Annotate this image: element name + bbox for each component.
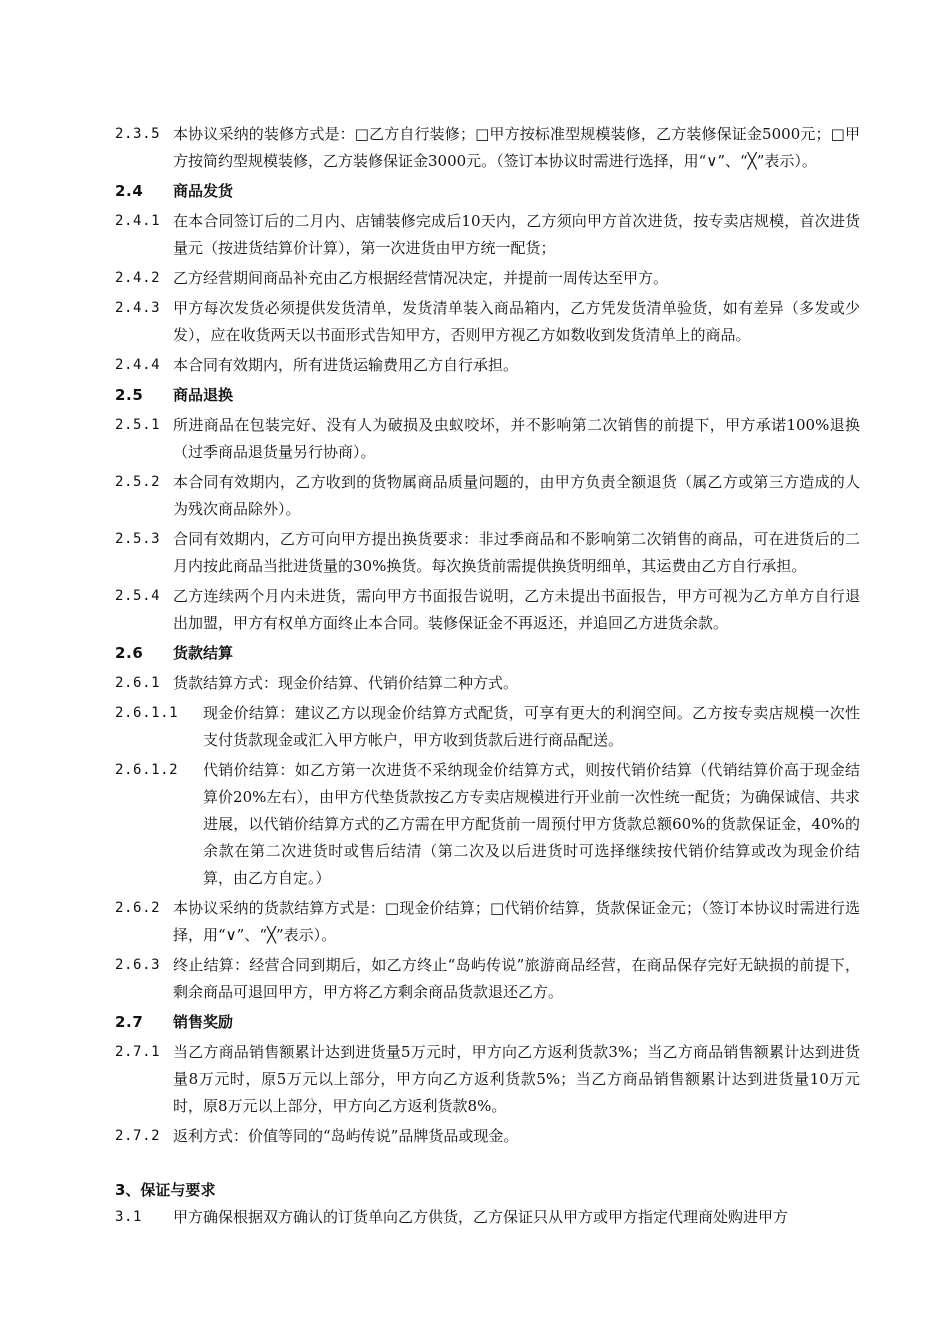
clause-item xyxy=(115,757,860,892)
clause-number: 2.5.1 xyxy=(115,417,161,433)
clause-number: 2.4.1 xyxy=(115,213,161,229)
clause-text: 所进商品在包装完好、没有人为破损及虫蚁咬坏，并不影响第二次销售的前提下，甲方承诺100%退换（过季商品退货量另行协商）。 xyxy=(173,416,860,461)
heading-text: 商品退换 xyxy=(173,386,234,404)
clause-text: 本协议采纳的货款结算方式是：□现金价结算；□代销价结算，货款保证金元；（签订本协议时需进行选择，用“∨”、“╳”表示）。 xyxy=(173,899,860,944)
clause-text: 乙方连续两个月内未进货，需向甲方书面报告说明，乙方未提出书面报告，甲方可视为乙方单方自行退出加盟，甲方有权单方面终止本合同。装修保证金不再返还，并追回乙方进货余款。 xyxy=(173,587,860,632)
clause-number: 2.4 xyxy=(115,182,144,200)
clause-text: 甲方每次发货必须提供发货清单，发货清单装入商品箱内，乙方凭发货清单验货，如有差异（多发或少发），应在收货两天以书面形式告知甲方，否则甲方视乙方如数收到发货清单上的商品。 xyxy=(173,299,860,344)
heading-text: 商品发货 xyxy=(173,182,234,200)
clause-text: 乙方经营期间商品补充由乙方根据经营情况决定，并提前一周传达至甲方。 xyxy=(173,269,669,287)
section-heading xyxy=(115,640,860,667)
clause-item xyxy=(115,670,860,697)
heading-text: 销售奖励 xyxy=(173,1013,234,1031)
clause-number: 2.5.4 xyxy=(115,588,161,604)
section-title: 3、保证与要求 xyxy=(115,1181,216,1199)
clause-item xyxy=(115,952,860,1006)
clause-text: 现金价结算：建议乙方以现金价结算方式配货，可享有更大的利润空间。乙方按专卖店规模一次性支付货款现金或汇入甲方帐户，甲方收到货款后进行商品配送。 xyxy=(203,704,860,749)
section-heading xyxy=(115,178,860,205)
clause-text: 本协议采纳的装修方式是：□乙方自行装修；□甲方按标准型规模装修，乙方装修保证金5000元；□甲方按简约型规模装修，乙方装修保证金3000元。（签订本协议时需进行选择，用“∨”、“╳”表示）。 xyxy=(173,125,860,170)
clause-number: 2.6.1.1 xyxy=(115,705,179,721)
clause-number: 2.4.4 xyxy=(115,357,161,373)
clause-item xyxy=(115,1204,860,1231)
clause-number: 2.6.1.2 xyxy=(115,762,179,778)
clause-item xyxy=(115,469,860,523)
clause-number: 2.6.2 xyxy=(115,900,161,916)
clause-number: 2.6.3 xyxy=(115,957,161,973)
clause-number: 2.7.1 xyxy=(115,1044,161,1060)
clause-item xyxy=(115,265,860,292)
section-heading xyxy=(115,1009,860,1036)
clause-number: 2.4.2 xyxy=(115,270,161,286)
section-heading xyxy=(115,382,860,409)
clause-item xyxy=(115,295,860,349)
clause-text: 合同有效期内，乙方可向甲方提出换货要求：非过季商品和不影响第二次销售的商品，可在进货后的二月内按此商品当批进货量的30%换货。每次换货前需提供换货明细单，其运费由乙方自行承担。 xyxy=(173,530,860,575)
clause-text: 甲方确保根据双方确认的订货单向乙方供货，乙方保证只从甲方或甲方指定代理商处购进甲方 xyxy=(173,1208,789,1226)
clause-item xyxy=(115,208,860,262)
clause-text: 当乙方商品销售额累计达到进货量5万元时，甲方向乙方返利货款3%；当乙方商品销售额累计达到进货量8万元时，原5万元以上部分，甲方向乙方返利货款5%；当乙方商品销售额累计达到进货量10万元时，原8万元以上部分，甲方向乙方返利货款8%。 xyxy=(173,1043,860,1115)
heading-text: 货款结算 xyxy=(173,644,234,662)
clause-item xyxy=(115,1039,860,1120)
clause-number: 2.5 xyxy=(115,386,144,404)
clause-number: 2.5.2 xyxy=(115,474,161,490)
document-page xyxy=(115,121,860,1234)
clause-text: 本合同有效期内，乙方收到的货物属商品质量问题的，由甲方负责全额退货（属乙方或第三方造成的人为残次商品除外）。 xyxy=(173,473,860,518)
clause-number: 2.4.3 xyxy=(115,300,161,316)
clause-text: 在本合同签订后的二月内、店铺装修完成后10天内，乙方须向甲方首次进货，按专卖店规模，首次进货量元（按进货结算价计算），第一次进货由甲方统一配货； xyxy=(173,212,860,257)
clause-text: 代销价结算：如乙方第一次进货不采纳现金价结算方式，则按代销价结算（代销结算价高于现金结算价20%左右），由甲方代垫货款按乙方专卖店规模进行开业前一次性统一配货；为确保诚信、共求进展，以代销价结算方式的乙方需在甲方配货前一周预付甲方货款总额60%的货款保证金，40%的余款在第二次进货时或售后结清（第二次及以后进货时可选择继续按代销价结算或改为现金价结算，由乙方自定。） xyxy=(203,761,860,887)
clause-item xyxy=(115,121,860,175)
clause-item xyxy=(115,583,860,637)
clause-number: 2.3.5 xyxy=(115,126,161,142)
clause-item xyxy=(115,895,860,949)
clause-number: 3.1 xyxy=(115,1209,143,1225)
clause-number: 2.7 xyxy=(115,1013,144,1031)
clause-item xyxy=(115,412,860,466)
clause-text: 终止结算：经营合同到期后，如乙方终止“岛屿传说”旅游商品经营，在商品保存完好无缺损的前提下，剩余商品可退回甲方，甲方将乙方剩余商品货款退还乙方。 xyxy=(173,956,860,1001)
clause-number: 2.7.2 xyxy=(115,1128,161,1144)
clause-number: 2.6 xyxy=(115,644,144,662)
clause-item xyxy=(115,1123,860,1150)
clause-text: 货款结算方式：现金价结算、代销价结算二种方式。 xyxy=(173,674,519,692)
clause-item xyxy=(115,700,860,754)
clause-text: 返利方式：价值等同的“岛屿传说”品牌货品或现金。 xyxy=(173,1127,519,1145)
clause-number: 2.6.1 xyxy=(115,675,161,691)
clause-text: 本合同有效期内，所有进货运输费用乙方自行承担。 xyxy=(173,356,519,374)
clause-item xyxy=(115,352,860,379)
clause-item xyxy=(115,526,860,580)
clause-number: 2.5.3 xyxy=(115,531,161,547)
